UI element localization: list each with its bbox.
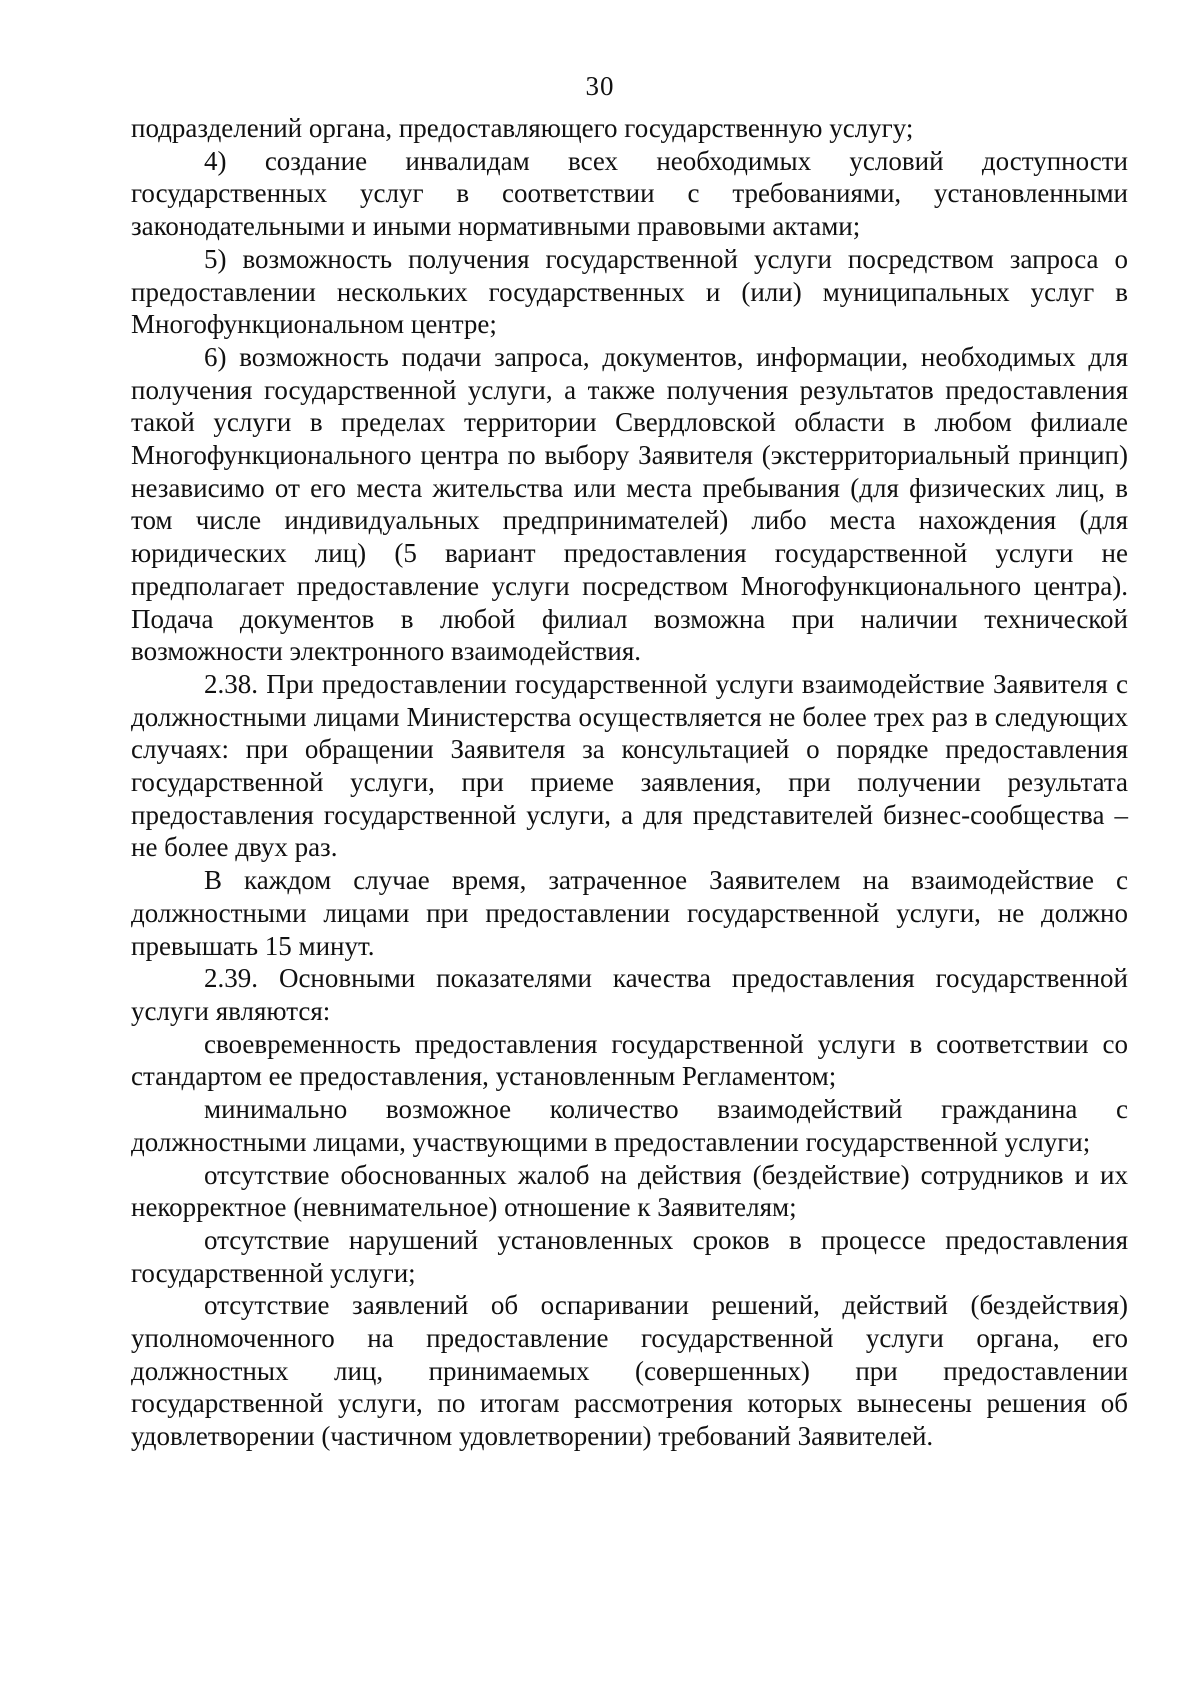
paragraph-continuation: подразделений органа, предоставляющего государственную услугу; xyxy=(131,113,914,143)
body-text xyxy=(131,112,1128,1453)
paragraph-item-5: 5) возможность получения государственной услуги посредством запроса о предоставлении нескольких государственных и (или) муниципальных услуг в Многофункциональном центре; xyxy=(131,243,1128,340)
paragraph-indicator-interactions: минимально возможное количество взаимодействий гражданина с должностными лицами, участвующими в предоставлении государственной услуги; xyxy=(131,1094,1128,1157)
paragraph-time-limit: В каждом случае время, затраченное Заявителем на взаимодействие с должностными лицами при предоставлении государственной услуги, не должно превышать 15 минут. xyxy=(131,865,1128,961)
paragraph-section-2-38: 2.38. При предоставлении государственной услуги взаимодействие Заявителя с должностными лицами Министерства осуществляется не более трех раз в следующих случаях: при обращении Заявителя за консультацией о порядке предоставления государственной услуги, при приеме заявления, при получении результата предоставления государственной услуги, а для представителей бизнес-сообщества – не более двух раз. xyxy=(131,668,1128,863)
paragraph-indicator-deadlines: отсутствие нарушений установленных сроков в процессе предоставления государственной услуги; xyxy=(131,1224,1128,1288)
paragraph-item-6: 6) возможность подачи запроса, документов, информации, необходимых для получения государственной услуги, а также получения результатов предоставления такой услуги в пределах территории Свердловской области в любом филиале Многофункционального центра по выбору Заявителя (экстерриториальный принцип) независимо от его места жительства или места пребывания (для физических лиц, в том числе индивидуальных предпринимателей) либо места нахождения (для юридических лиц) (5 вариант предоставления государственной услуги не предполагает предоставление услуги посредством Многофункционального центра). Подача документов в любой филиал возможна при наличии технической возможности электронного взаимодействия. xyxy=(131,341,1128,667)
paragraph-indicator-appeals: отсутствие заявлений об оспаривании решений, действий (бездействия) уполномоченного на предоставление государственной услуги органа, его должностных лиц, принимаемых (совершенных) при предоставлении государственной услуги, по итогам рассмотрения которых вынесены решения об удовлетворении (частичном удовлетворении) требований Заявителей. xyxy=(131,1290,1128,1452)
page-number: 30 xyxy=(585,71,615,101)
paragraph-item-4: 4) создание инвалидам всех необходимых условий доступности государственных услуг в соответствии с требованиями, установленными законодательными и иными нормативными правовыми актами; xyxy=(131,145,1128,242)
paragraph-indicator-timeliness: своевременность предоставления государственной услуги в соответствии со стандартом ее предоставления, установленным Регламентом; xyxy=(131,1028,1128,1092)
paragraph-section-2-39: 2.39. Основными показателями качества предоставления государственной услуги являются: xyxy=(131,963,1128,1026)
paragraph-indicator-complaints: отсутствие обоснованных жалоб на действия (бездействие) сотрудников и их некорректное (невнимательное) отношение к Заявителям; xyxy=(131,1159,1128,1223)
